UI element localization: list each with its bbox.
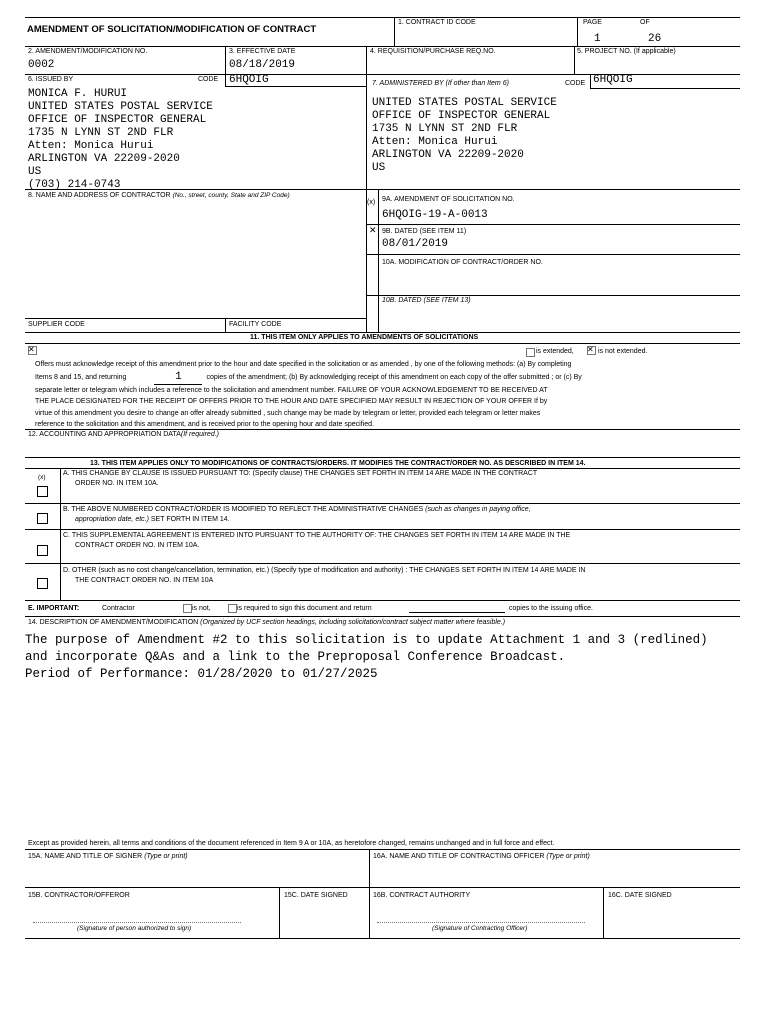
instruction-line: THE PLACE DESIGNATED FOR THE RECEIPT OF OFFERS PRIOR TO THE HOUR AND DATE SPECIFIED MAY RESULT IN REJECTION OF YOUR OFFER If by [35, 398, 548, 405]
amendment-description [25, 632, 708, 683]
address-line: ARLINGTON VA 22209-2020 [372, 149, 524, 161]
issued-by-address [28, 88, 213, 192]
contractor-signature-line[interactable] [33, 922, 241, 923]
item13a-text-2: ORDER NO. IN ITEM 10A. [75, 480, 159, 487]
is-extended-label: is extended, [536, 348, 574, 355]
item13c-text-2: CONTRACT ORDER NO. IN ITEM 10A. [75, 542, 200, 549]
instruction-line: reference to the solicitation and this amendment, and is received prior to the opening hour and date specified. [35, 421, 374, 428]
address-line: (703) 214-0743 [28, 179, 121, 191]
project-no-label: 5. PROJECT NO. (If applicable) [577, 48, 676, 55]
item13a-checkbox[interactable] [37, 486, 48, 497]
item13c-checkbox[interactable] [37, 545, 48, 556]
instruction-line: Items 8 and 15, and returning 1 copies of the amendment; (b) By acknowledging receipt of this amendment on each copy of the offer submitted ; or (c) By [35, 370, 582, 383]
item13b-text-2: appropriation date, etc.) SET FORTH IN ITEM 14. [75, 516, 230, 523]
address-line: Atten: Monica Hurui [372, 136, 498, 148]
instruction-line: Offers must acknowledge receipt of this amendment prior to the hour and date specified in the solicitation or as amended , by one of the following methods: (a) By completing [35, 361, 572, 368]
of-label: OF [640, 19, 650, 26]
copies-to-return-field[interactable] [409, 612, 505, 613]
not-extended-label: is not extended. [598, 348, 648, 355]
is-extended-checkbox[interactable] [526, 348, 535, 357]
item16c-label: 16C. DATE SIGNED [608, 892, 672, 899]
page-label: PAGE [583, 19, 602, 26]
not-extended-check-icon: ✕ [587, 345, 594, 354]
contractor-word: Contractor [102, 605, 135, 612]
address-line: 1735 N LYNN ST 2ND FLR [28, 127, 174, 139]
amendment-no: 0002 [28, 59, 55, 71]
item11-title: 11. THIS ITEM ONLY APPLIES TO AMENDMENTS OF SOLICITATIONS [250, 334, 479, 341]
address-line: UNITED STATES POSTAL SERVICE [372, 97, 557, 109]
item14-label: 14. DESCRIPTION OF AMENDMENT/MODIFICATION (Organized by UCF section headings, including solicitation/contract subject matter where feasible.) [28, 619, 506, 626]
officer-signature-line[interactable] [377, 922, 585, 923]
contract-id-label: 1. CONTRACT ID CODE [398, 19, 476, 26]
admin-code: 6HQOIG [593, 74, 633, 86]
address-line: US [372, 162, 386, 174]
is-not-checkbox[interactable] [183, 604, 192, 613]
administered-by-address [372, 97, 557, 175]
officer-signature-caption: (Signature of Contracting Officer) [432, 925, 528, 932]
instruction-line: separate letter or telegram which includes a reference to the solicitation and amendment number. FAILURE OF YOUR ACKNOWLEDGEMENT TO BE RECEIVED AT [35, 386, 548, 394]
description-line: Period of Performance: 01/28/2020 to 01/27/2025 [25, 667, 378, 681]
item13d-text-1: D. OTHER (such as no cost change/cancellation, termination, etc.) (Specify type of modification and authority) : THE CHANGES SET FORTH IN ITEM 14 ARE MADE IN [63, 567, 586, 574]
item16a-label: 16A. NAME AND TITLE OF CONTRACTING OFFICER (Type or print) [373, 853, 590, 860]
instruction-line: virtue of this amendment you desire to change an offer already submitted , such change may be made by telegram or letter, provided each telegram or letter makes [35, 409, 541, 417]
item13-x-label: (x) [38, 474, 46, 481]
item13b-text-1: B. THE ABOVE NUMBERED CONTRACT/ORDER IS MODIFIED TO REFLECT THE ADMINISTRATIVE CHANGES (such as changes in paying office, [63, 506, 531, 513]
item13c-text-1: C. THIS SUPPLEMENTAL AGREEMENT IS ENTERED INTO PURSUANT TO THE AUTHORITY OF: THE CHANGES SET FORTH IN ITEM 14 ARE MADE IN THE [63, 532, 571, 539]
item15c-label: 15C. DATE SIGNED [284, 892, 348, 899]
item13d-checkbox[interactable] [37, 578, 48, 589]
item13a-text-1: A. THIS CHANGE BY CLAUSE IS ISSUED PURSUANT TO: (Specify clause) THE CHANGES SET FORTH IN ITEM 14 ARE MADE IN THE CONTRACT [63, 470, 538, 477]
item12-label: 12. ACCOUNTING AND APPROPRIATION DATA(If required.) [28, 431, 219, 438]
address-line: ARLINGTON VA 22209-2020 [28, 153, 180, 165]
address-line: MONICA F. HURUI [28, 88, 128, 100]
x-column-label: (x) [367, 199, 376, 206]
facility-code-label: FACILITY CODE [229, 321, 282, 328]
is-required-checkbox[interactable] [228, 604, 237, 613]
item15a-label: 15A. NAME AND TITLE OF SIGNER (Type or print) [28, 853, 188, 860]
address-line: OFFICE OF INSPECTOR GENERAL [28, 114, 207, 126]
item13d-text-2: THE CONTRACT ORDER NO. IN ITEM 10A [75, 577, 214, 584]
copies-to-label: copies to the issuing office. [509, 605, 593, 612]
administered-by-label: 7. ADMINISTERED BY (If other than Item 6) [372, 80, 509, 87]
item16b-label: 16B. CONTRACT AUTHORITY [373, 892, 471, 899]
address-line: UNITED STATES POSTAL SERVICE [28, 101, 213, 113]
address-line: OFFICE OF INSPECTOR GENERAL [372, 110, 551, 122]
address-line: 1735 N LYNN ST 2ND FLR [372, 123, 518, 135]
item10b-label: 10B. DATED (SEE ITEM 13) [382, 297, 471, 304]
is-required-label: is required to sign this document and return [237, 605, 372, 612]
page-total: 26 [648, 33, 662, 45]
item9b-check-icon[interactable]: ✕ [369, 226, 377, 236]
important-label: E. IMPORTANT: [28, 605, 80, 612]
solicitation-no: 6HQOIG-19-A-0013 [382, 209, 488, 221]
item11-check-icon: ✕ [28, 345, 35, 354]
address-line: Atten: Monica Hurui [28, 140, 154, 152]
amendment-no-label: 2. AMENDMENT/MODIFICATION NO. [28, 48, 148, 55]
effective-date: 08/18/2019 [229, 59, 296, 71]
item9b-label: 9B. DATED (SEE ITEM 11) [382, 228, 467, 235]
admin-code-label: CODE [565, 80, 586, 87]
description-line: and incorporate Q&As and a link to the Preproposal Conference Broadcast. [25, 650, 566, 664]
copies-count: 1 [154, 371, 202, 385]
description-line: The purpose of Amendment #2 to this solicitation is to update Attachment 1 and 3 (redlined) [25, 633, 708, 647]
effective-date-label: 3. EFFECTIVE DATE [229, 48, 296, 55]
item13b-checkbox[interactable] [37, 513, 48, 524]
item9a-label: 9A. AMENDMENT OF SOLICITATION NO. [382, 196, 515, 203]
issued-code: 6HQOIG [229, 74, 269, 86]
page-number: 1 [594, 33, 601, 45]
requisition-label: 4. REQUISITION/PURCHASE REQ.NO. [370, 48, 496, 55]
supplier-code-label: SUPPLIER CODE [28, 321, 85, 328]
contractor-signature-caption: (Signature of person authorized to sign) [77, 925, 192, 932]
address-line: US [28, 166, 42, 178]
item15b-label: 15B. CONTRACTOR/OFFEROR [28, 892, 130, 899]
solicitation-date: 08/01/2019 [382, 238, 449, 250]
issued-code-label: CODE [198, 76, 219, 83]
form-title: AMENDMENT OF SOLICITATION/MODIFICATION OF CONTRACT [27, 24, 317, 35]
item10a-label: 10A. MODIFICATION OF CONTRACT/ORDER NO. [382, 259, 543, 266]
item13-title: 13. THIS ITEM APPLIES ONLY TO MODIFICATIONS OF CONTRACTS/ORDERS. IT MODIFIES THE CONTRACT/ORDER NO. AS DESCRIBED IN ITEM 14. [90, 460, 586, 467]
is-not-label: is not, [192, 605, 211, 612]
contractor-label: 8. NAME AND ADDRESS OF CONTRACTOR (No., street, county, State and ZIP Code) [28, 192, 290, 199]
issued-by-label: 6. ISSUED BY [28, 76, 74, 83]
item11-instructions [35, 359, 582, 431]
except-provided-text: Except as provided herein, all terms and conditions of the document referenced in Item 9 A or 10A, as heretofore changed, remains unchanged and in full force and effect. [28, 840, 555, 847]
